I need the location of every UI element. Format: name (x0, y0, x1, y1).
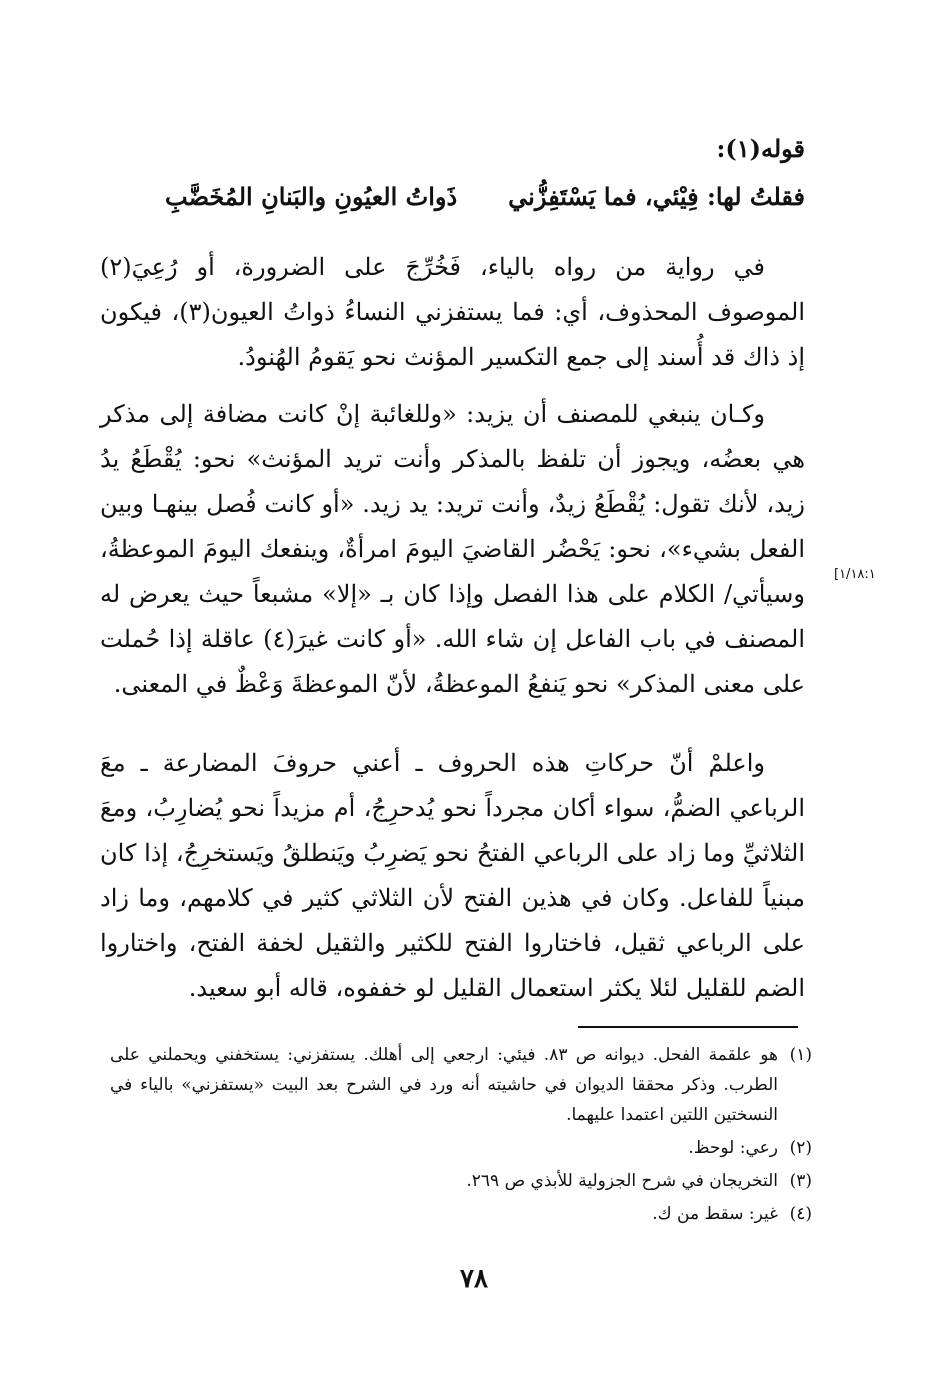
paragraph-text: واعلمْ أنّ حركاتِ هذه الحروف ـ أعني حروفَ المضارعة ـ معَ الرباعي الضمُّ، سواء أكان مجرداً نحو يُدحرِجُ، أم مزيداً نحو يُضارِبُ، ومعَ الثلاثيِّ وما زاد على الرباعي الفتحُ نحو يَضرِبُ ويَنطلقُ ويَستخرِجُ، إذا كان مبنياً للفاعل. وكان في هذين الفتح لأن الثلاثي كثير في كلامهم، وما زاد على الرباعي ثقيل، فاختاروا الفتح للكثير والثقيل لخفة الفتح، واختاروا الضم للقليل لئلا يكثر استعمال القليل لو خففوه، قاله أبو سعيد. (100, 749, 805, 1002)
paragraph-text: وكـان ينبغي للمصنف أن يزيد: «وللغائبة إنْ كانت مضافة إلى مذكر هي بعضُه، ويجوز أن تلفظ بالمذكر وأنت تريد المؤنث» نحو: يُقْطَعُ يدُ زيد، لأنك تقول: يُقْطَعُ زيدٌ، وأنت تريد: يد زيد. «أو كانت فُصل بينهـا وبين الفعل بشيء»، نحو: يَحْضُر القاضيَ اليومَ امرأةٌ، وينفعك اليومَ الموعظةُ، وسيأتي/ الكلام على هذا الفصل وإذا كان بـ «إلا» مشبعاً حيث يعرض له المصنف في باب الفاعل إن شاء الله. «أو كانت غيرَ(٤) عاقلة إذا حُملت على معنى المذكر» نحو يَنفعُ الموعظةُ، لأنّ الموعظةَ وَعْظٌ في المعنى. (100, 400, 805, 698)
footnote-4 (110, 1199, 812, 1229)
verse-first-hemistich: فقلتُ لها: فِيْئي، فما يَسْتَفِزُّني (508, 182, 805, 211)
footnote-text: هو علقمة الفحل. ديوانه ص ٨٣. فيئي: ارجعي إلى أهلك. يستفزني: يستخفني ويحملني على الطرب. وذكر محققا الديوان في حاشيته أنه ورد في الشرح بعد البيت «يستفزني» بالياء في النسختين اللتين اعتمدا عليهما. (110, 1045, 778, 1125)
paragraph-1 (100, 245, 805, 380)
footnotes (110, 1040, 812, 1232)
footnote-separator (578, 1026, 798, 1028)
footnote-text: رعي: لوحظ. (688, 1138, 778, 1158)
footnote-number: (٢) (789, 1138, 812, 1158)
quote-intro: قوله(١): (716, 134, 805, 163)
paragraph-3 (100, 741, 805, 1011)
footnote-1 (110, 1040, 812, 1130)
paragraph-2 (100, 392, 805, 707)
footnote-number: (١) (789, 1045, 812, 1065)
footnote-text: غير: سقط من ك. (652, 1204, 778, 1224)
footnote-3 (110, 1166, 812, 1196)
footnote-number: (٤) (789, 1204, 812, 1224)
footnote-2 (110, 1133, 812, 1163)
page-number: ٧٨ (460, 1264, 488, 1294)
verse-second-hemistich: ذَواتُ العيُونِ والبَنانِ المُخَضَّبِ (165, 182, 458, 211)
manuscript-margin-reference: [١/١٨:١ (834, 567, 876, 582)
footnote-number: (٣) (789, 1171, 812, 1191)
paragraph-text: في رواية من رواه بالياء، فَخُرِّجَ على الضرورة، أو رُعِيَ(٢) الموصوف المحذوف، أي: فما يستفزني النساءُ ذواتُ العيون(٣)، فيكون إذ ذاك قد أُسند إلى جمع التكسير المؤنث نحو يَقومُ الهُنودُ. (100, 253, 805, 371)
footnote-text: التخريجان في شرح الجزولية للأبذي ص ٢٦٩. (466, 1171, 778, 1191)
